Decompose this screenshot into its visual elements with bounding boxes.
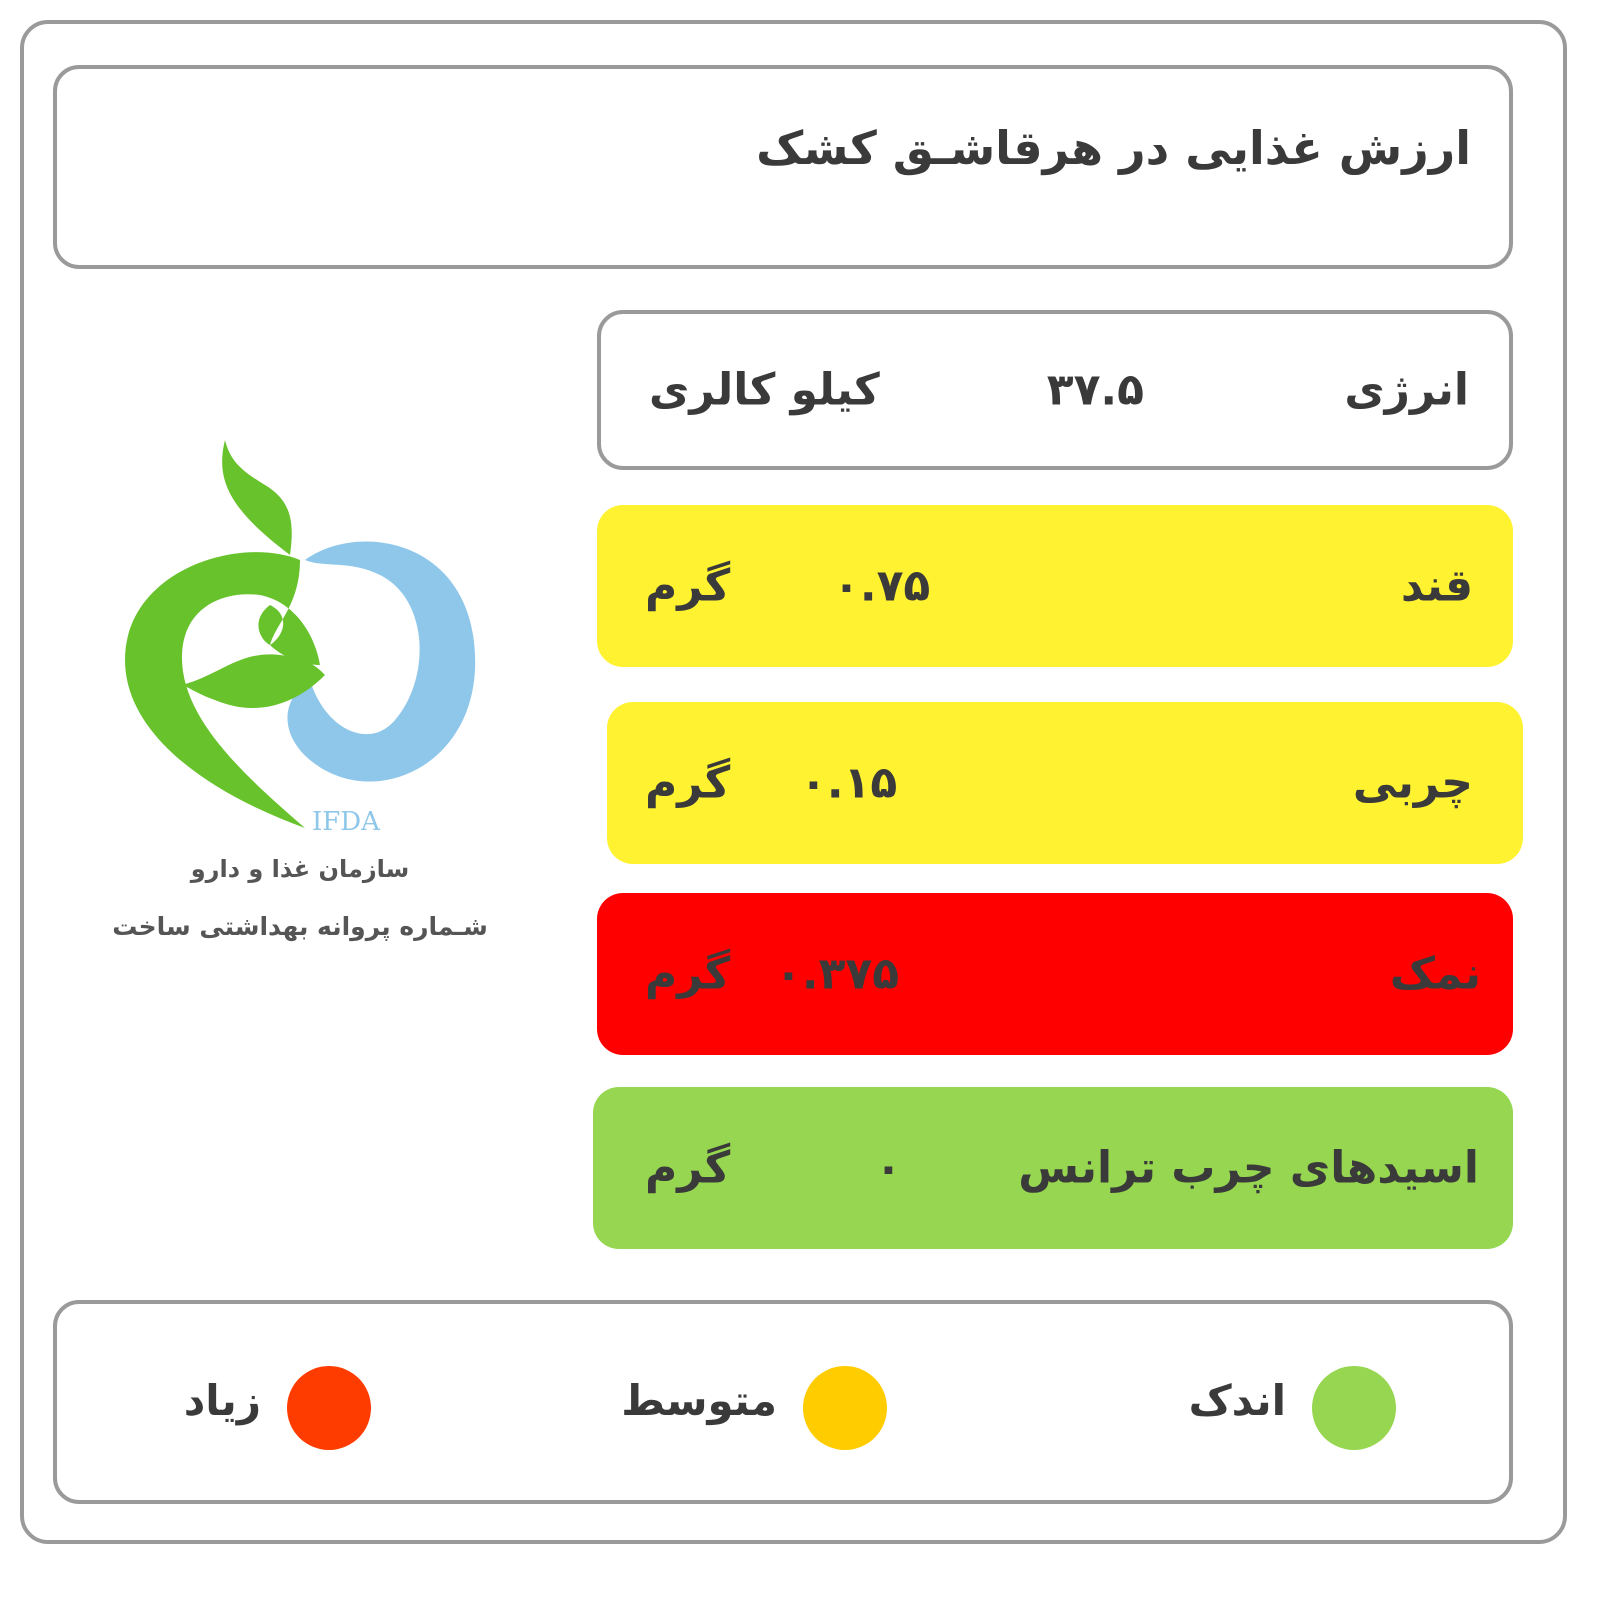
high-dot-icon [287,1366,371,1450]
license-number-label: شـماره پروانه بهداشتی ساخت [112,912,488,941]
legend-box [53,1300,1513,1504]
nutrient-value: ۰.۳۷۵ [775,948,900,1000]
nutrient-label: قند [1400,560,1473,612]
nutrient-unit: گرم [645,948,731,1000]
nutrient-value: ۰.۱۵ [800,757,898,809]
nutrient-unit: گرم [645,757,731,809]
nutrient-value: ۰.۷۵ [833,560,931,612]
low-dot-icon [1312,1366,1396,1450]
nutrient-value: ۳۷.۵ [1046,364,1144,416]
medium-dot-icon [803,1366,887,1450]
nutrient-row-trans-fat [593,1087,1513,1249]
nutrient-label: انرژی [1344,364,1469,416]
legend-label: زیاد [183,1376,261,1425]
nutrient-row-salt [597,893,1513,1055]
nutrient-row-energy [597,310,1513,470]
org-name: سازمان غذا و دارو [190,855,410,883]
legend-item-low [1146,1366,1396,1450]
ifda-logo-icon [120,440,480,840]
legend-label: اندک [1188,1376,1286,1425]
nutrient-unit: گرم [645,1142,731,1194]
nutrient-label: نمک [1389,948,1481,1000]
nutrient-label: اسیدهای چرب ترانس [1018,1142,1479,1194]
legend-item-medium [607,1366,887,1450]
nutrient-row-fat [607,702,1523,864]
legend-label: متوسط [621,1376,777,1425]
nutrient-unit: کیلو کالری [649,364,880,416]
nutrient-unit: گرم [645,560,731,612]
ifda-logo-text: IFDA [312,807,380,837]
nutrient-value: ۰ [875,1142,902,1194]
title-box [53,65,1513,269]
nutrient-label: چربی [1352,757,1473,809]
nutrient-row-sugar [597,505,1513,667]
legend-item-high [141,1366,371,1450]
page-title: ارزش غذایی در هرقاشـق کشک [756,121,1471,175]
